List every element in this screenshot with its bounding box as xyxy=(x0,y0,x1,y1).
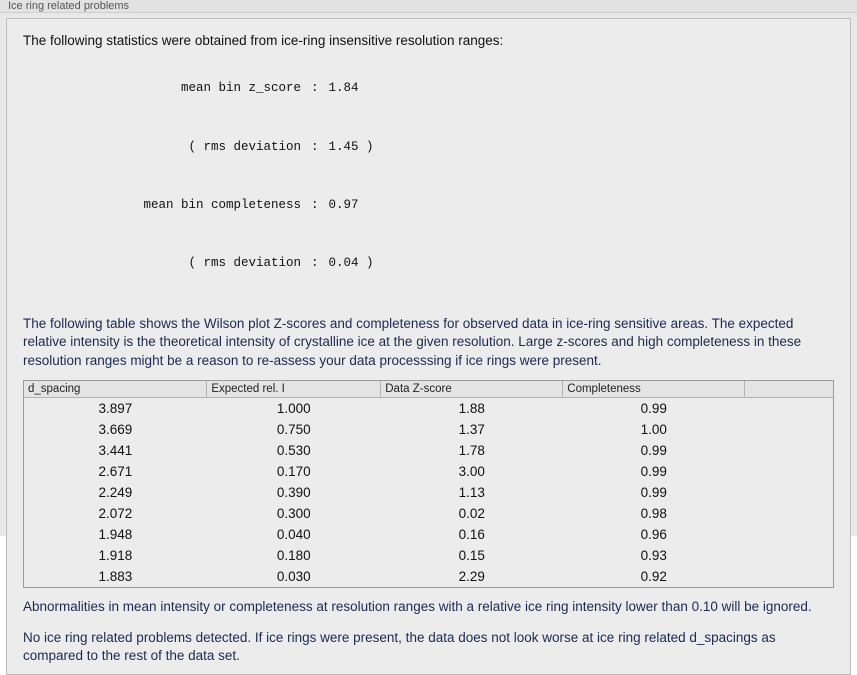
cell-expected-rel-i: 0.750 xyxy=(276,421,311,437)
stat-value: 1.45 ) xyxy=(328,139,374,154)
column-header-d-spacing: d_spacing xyxy=(24,381,207,398)
cell-d-spacing: 3.897 xyxy=(98,401,133,417)
cell-data-z-score: 1.13 xyxy=(458,484,485,500)
cell-data-z-score: 3.00 xyxy=(458,463,485,479)
stat-label: mean bin z_score xyxy=(180,81,302,96)
stat-separator: : xyxy=(311,139,319,154)
window-titlebar xyxy=(0,0,857,13)
cell-extra xyxy=(745,524,833,545)
stat-value: 1.84 xyxy=(328,81,359,96)
cell-completeness: 0.92 xyxy=(640,568,667,584)
cell-completeness: 1.00 xyxy=(640,421,667,437)
cell-expected-rel-i: 0.040 xyxy=(276,526,311,542)
table-row xyxy=(24,566,833,587)
stat-separator: : xyxy=(311,81,319,96)
cell-d-spacing: 2.072 xyxy=(98,505,133,521)
cell-completeness: 0.99 xyxy=(640,401,667,417)
cell-d-spacing: 2.671 xyxy=(98,463,133,479)
stat-label: ( rms deviation xyxy=(188,255,302,270)
content-panel xyxy=(6,18,851,675)
cell-d-spacing: 3.669 xyxy=(98,421,133,437)
window-title: Ice ring related problems xyxy=(8,0,130,12)
cell-extra xyxy=(745,461,833,482)
table-row xyxy=(24,398,833,419)
cell-d-spacing: 3.441 xyxy=(98,442,133,458)
cell-data-z-score: 2.29 xyxy=(458,568,485,584)
cell-d-spacing: 1.948 xyxy=(98,526,133,542)
cell-expected-rel-i: 0.170 xyxy=(276,463,311,479)
abnormalities-note: Abnormalities in mean intensity or completeness at resolution ranges with a relative ice ring intensity lower than 0.10 will be ignored. xyxy=(23,598,812,614)
cell-completeness: 0.99 xyxy=(640,442,667,458)
table-row xyxy=(24,482,833,503)
cell-data-z-score: 1.37 xyxy=(458,421,485,437)
cell-extra xyxy=(745,545,833,566)
cell-extra xyxy=(745,398,833,419)
column-header-extra xyxy=(745,381,833,398)
ice-ring-table xyxy=(23,380,834,588)
table-row xyxy=(24,524,833,545)
stat-label: mean bin completeness xyxy=(143,197,302,212)
stat-row xyxy=(61,118,834,176)
cell-data-z-score: 0.16 xyxy=(458,526,485,542)
stat-separator: : xyxy=(311,197,319,212)
stat-row xyxy=(61,234,834,292)
cell-extra xyxy=(745,503,833,524)
cell-expected-rel-i: 0.300 xyxy=(276,505,311,521)
table-row xyxy=(24,503,833,524)
description-paragraph: The following table shows the Wilson plot Z-scores and completeness for observed data in ice-ring sensitive areas. The expected relative intensity is the theoretical intensity of crystalline ice at the given resolution. Large z-scores and high completeness in these resolution ranges might be a reason to re-assess your data processsing if ice rings were present. xyxy=(23,315,802,368)
conclusion-note: No ice ring related problems detected. If ice rings were present, the data does not look worse at ice ring related d_spacings as compared to the rest of the data set. xyxy=(23,629,776,664)
cell-completeness: 0.99 xyxy=(640,463,667,479)
statistics-block xyxy=(61,60,834,293)
cell-extra xyxy=(745,440,833,461)
cell-d-spacing: 1.918 xyxy=(98,547,133,563)
intro-text: The following statistics were obtained from ice-ring insensitive resolution ranges: xyxy=(23,33,504,48)
table-row xyxy=(24,461,833,482)
column-header-data-z-score: Data Z-score xyxy=(381,381,563,398)
table-row xyxy=(24,440,833,461)
cell-expected-rel-i: 0.030 xyxy=(276,568,311,584)
cell-d-spacing: 1.883 xyxy=(98,568,133,584)
stat-row xyxy=(61,176,834,234)
stat-value: 0.04 ) xyxy=(328,255,374,270)
stat-separator: : xyxy=(311,255,319,270)
table-row xyxy=(24,545,833,566)
cell-expected-rel-i: 0.530 xyxy=(276,442,311,458)
cell-expected-rel-i: 0.180 xyxy=(276,547,311,563)
stat-row xyxy=(61,60,834,118)
cell-completeness: 0.96 xyxy=(640,526,667,542)
column-header-expected-rel-i: Expected rel. I xyxy=(207,381,381,398)
cell-extra xyxy=(745,566,833,587)
table-row xyxy=(24,419,833,440)
cell-data-z-score: 1.78 xyxy=(458,442,485,458)
table-header-row xyxy=(24,381,833,398)
cell-expected-rel-i: 1.000 xyxy=(276,401,311,417)
stat-value: 0.97 xyxy=(328,197,359,212)
cell-d-spacing: 2.249 xyxy=(98,484,133,500)
cell-completeness: 0.99 xyxy=(640,484,667,500)
cell-data-z-score: 0.02 xyxy=(458,505,485,521)
cell-extra xyxy=(745,419,833,440)
cell-extra xyxy=(745,482,833,503)
cell-expected-rel-i: 0.390 xyxy=(276,484,311,500)
cell-data-z-score: 1.88 xyxy=(458,401,485,417)
column-header-completeness: Completeness xyxy=(563,381,745,398)
cell-completeness: 0.93 xyxy=(640,547,667,563)
stat-label: ( rms deviation xyxy=(188,139,302,154)
cell-data-z-score: 0.15 xyxy=(458,547,485,563)
cell-completeness: 0.98 xyxy=(640,505,667,521)
